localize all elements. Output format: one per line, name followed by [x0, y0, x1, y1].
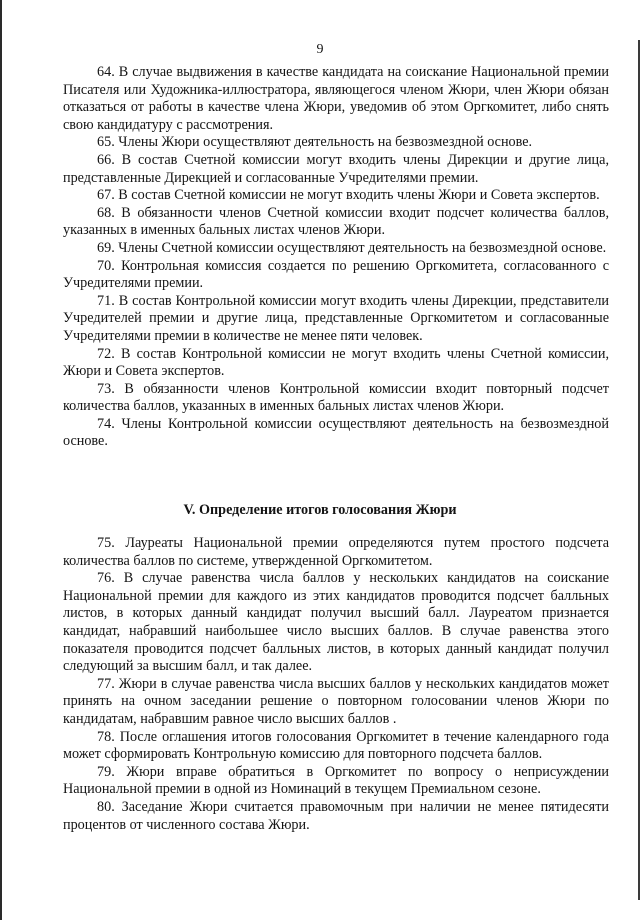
paragraphs-before-heading	[63, 64, 609, 451]
paragraph-79: 79. Жюри вправе обратиться в Оргкомитет по вопросу о неприсуждении Национальной премии в одной из Номинаций в текущем Премиальном сезоне.	[63, 763, 609, 798]
scan-edge-left	[0, 0, 2, 920]
paragraph-70: 70. Контрольная комиссия создается по решению Оргкомитета, согласованного с Учредителями премии.	[63, 257, 609, 292]
paragraph-75: 75. Лауреаты Национальной премии определяются путем простого подсчета количества баллов по системе, утвержденной Оргкомитетом.	[63, 535, 609, 569]
paragraph-74: 74. Члены Контрольной комиссии осуществляют деятельность на безвозмездной основе.	[63, 415, 609, 450]
page-number: 9	[316, 42, 324, 57]
section-heading: V. Определение итогов голосования Жюри	[183, 502, 457, 518]
paragraph-78: 78. После оглашения итогов голосования Оргкомитет в течение календарного года может сформировать Контрольную комиссию для повторного подсчета баллов.	[63, 728, 609, 763]
paragraph-76: 76. В случае равенства числа баллов у нескольких кандидатов на соискание Национальной премии для каждого из этих кандидатов проводится подсчет балльных листов, в которых данный кандидат получил высший балл. Лауреатом признается кандидат, набравший наибольшее число высших баллов. В случае равенства этого показателя проводится подсчет балльных листов, в которых данный кандидат получил следующий за высшим балл, и так далее.	[63, 570, 609, 675]
paragraph-65: 65. Члены Жюри осуществляют деятельность на безвозмездной основе.	[97, 134, 533, 151]
paragraph-77: 77. Жюри в случае равенства числа высших баллов у нескольких кандидатов может принять на очном заседании решение о повторном голосовании членов Жюри по кандидатам, набравшим равное число высших баллов .	[63, 675, 609, 727]
paragraph-69: 69. Члены Счетной комиссии осуществляют деятельность на безвозмездной основе.	[97, 239, 607, 256]
paragraphs-after-heading	[63, 535, 609, 834]
paragraph-71: 71. В состав Контрольной комиссии могут входить члены Дирекции, представители Учредителей премии и другие лица, представленные Оргкомитетом и согласованные Учредителями премии в количестве не менее пяти человек.	[63, 292, 609, 344]
paragraph-64: 64. В случае выдвижения в качестве кандидата на соискание Национальной премии Писателя или Художника-иллюстратора, являющегося членом Жюри, член Жюри обязан отказаться от работы в качестве члена Жюри, уведомив об этом Оргкомитет, либо снять свою кандидатуру с рассмотрения.	[63, 64, 609, 133]
paragraph-73: 73. В обязанности членов Контрольной комиссии входит повторный подсчет количества баллов, указанных в именных бальных листах членов Жюри.	[63, 380, 609, 415]
paragraph-80: 80. Заседание Жюри считается правомочным при наличии не менее пятидесяти процентов от численного состава Жюри.	[63, 798, 609, 833]
paragraph-72: 72. В состав Контрольной комиссии не могут входить члены Счетной комиссии, Жюри и Совета экспертов.	[63, 345, 609, 380]
paragraph-66: 66. В состав Счетной комиссии могут входить члены Дирекции и другие лица, представленные Дирекцией и согласованные Учредителями премии.	[63, 151, 609, 186]
paragraph-67: 67. В состав Счетной комиссии не могут входить члены Жюри и Совета экспертов.	[97, 187, 600, 204]
paragraph-68: 68. В обязанности членов Счетной комиссии входит подсчет количества баллов, указанных в именных бальных листах членов Жюри.	[63, 204, 609, 239]
